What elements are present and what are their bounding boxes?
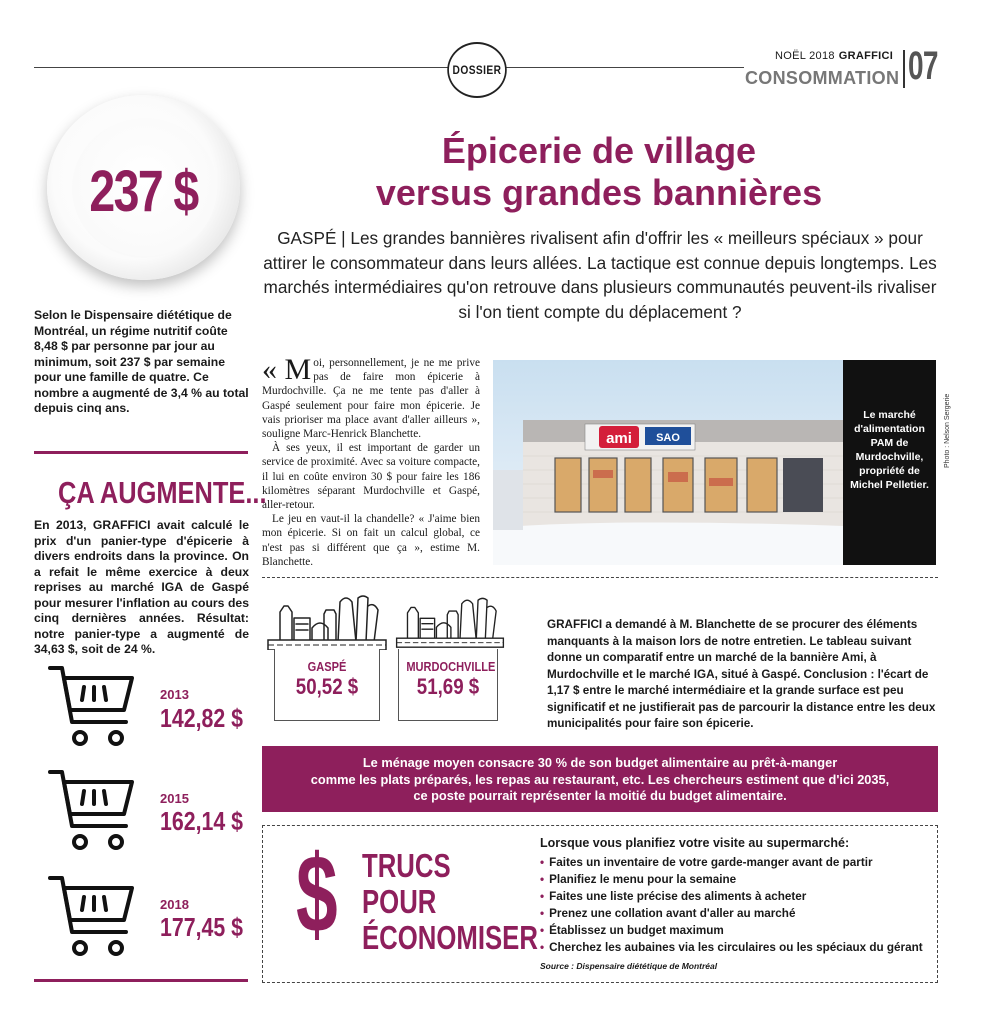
article-paragraph: Le jeu en vaut-il la chandelle? « J'aime bien mon épicerie. Si on fait un calcul global, ce n'est pas si différent que ça », estime M. Blanchette. xyxy=(262,513,480,568)
tips-heading xyxy=(362,848,538,956)
sidebar-heading: ÇA AUGMENTE... xyxy=(58,475,267,510)
cart-icon xyxy=(46,766,138,854)
cart-price: 177,45 $ xyxy=(160,912,243,942)
tips-source: Source : Dispensaire diététique de Montréal xyxy=(540,961,718,971)
cart-year: 2013 xyxy=(160,687,189,702)
header-separator xyxy=(903,50,905,88)
dollar-icon: $ xyxy=(296,833,338,956)
bag-city: GASPÉ xyxy=(307,659,347,674)
cart-icon xyxy=(46,662,138,750)
cart-price: 162,14 $ xyxy=(160,806,243,836)
issue-date: NOËL 2018 xyxy=(775,50,835,62)
article-paragraph-text: oi, personnellement, je ne me prive pas de faire mon épicerie à Murdochville. Ça ne me tente pas d'aller à Gaspé seulement pour faire mon épicerie. Je vais prioriser ma place avant d'aller ailleurs », souligne Marc-Henrick Blanchette. xyxy=(262,357,480,441)
list-item: • Faites un inventaire de votre garde-manger avant de partir xyxy=(540,854,923,871)
grocery-bag-icon xyxy=(264,592,390,650)
list-item: • Établissez un budget maximum xyxy=(540,922,923,939)
tips-title: Lorsque vous planifiez votre visite au supermarché: xyxy=(540,836,850,850)
banner-line: Le ménage moyen consacre 30 % de son budget alimentaire au prêt-à-manger xyxy=(362,755,838,770)
page-number: 07 xyxy=(908,44,938,88)
list-item: • Faites une liste précise des aliments à acheter xyxy=(540,888,923,905)
bag-city: MURDOCHVILLE xyxy=(406,659,496,674)
bag-price: 51,69 $ xyxy=(416,674,480,699)
sidebar-rule-bottom xyxy=(34,979,248,982)
list-item: • Planifiez le menu pour la semaine xyxy=(540,871,923,888)
bag-murdochville xyxy=(398,649,498,721)
bag-gaspe xyxy=(274,649,380,721)
article-title-line1: Épicerie de village xyxy=(441,130,757,171)
header-rule xyxy=(34,67,744,68)
sidebar-rule-top xyxy=(34,451,248,454)
banner-line: comme les plats préparés, les repas au restaurant, etc. Les chercheurs estiment que d'ici 2035, xyxy=(310,771,890,787)
plate-amount: 237 $ xyxy=(89,159,198,224)
tips-heading-line: ÉCONOMISER xyxy=(362,919,538,956)
list-item: • Cherchez les aubaines via les circulaires ou les spéciaux du gérant xyxy=(540,939,923,956)
issue-label xyxy=(775,50,893,62)
banner-line: ce poste pourrait représenter la moitié du budget alimentaire. xyxy=(413,788,787,803)
store-sign-text: ami xyxy=(606,430,632,447)
store-sign2-text: SAO xyxy=(656,432,680,444)
plate-description: Selon le Dispensaire diététique de Montréal, un régime nutritif coûte 8,48 $ par personne par jour au minimum, soit 237 $ par semaine pour une famille de quatre. Ce nombre a augmenté de 3,4 % au total depuis cinq ans. xyxy=(34,308,249,415)
list-item: • Prenez une collation avant d'aller au marché xyxy=(540,905,923,922)
tips-list xyxy=(540,854,923,956)
article-body xyxy=(262,353,480,569)
photo-caption: Le marché d'alimentation PAM de Murdochville, propriété de Michel Pelletier. xyxy=(843,360,936,565)
tips-heading-line: POUR xyxy=(362,883,437,920)
section-divider xyxy=(262,577,938,578)
bag-price: 50,52 $ xyxy=(295,674,359,699)
article-paragraph: À ses yeux, il est important de garder un service de proximité. Avec sa voiture compacte, il lui en coûte environ 30 $ pour faire les 186 kilomètres séparant Murdochville et Gaspé, aller-retour. xyxy=(262,442,480,512)
comparison-text: GRAFFICI a demandé à M. Blanchette de se procurer des éléments manquants à la maison lors de notre entretien. Le tableau suivant donne un comparatif entre un marché de la bannière Ami, à Murdochville et le marché IGA, situé à Gaspé. Conclusion : l'écart de 1,17 $ entre le marché intermédiaire et la grande surface est peu significatif et ne justifierait pas de parcourir la distance entre les deux municipalités pour faire son épicerie. xyxy=(547,618,936,730)
drop-cap: « M xyxy=(262,353,312,386)
cart-price: 142,82 $ xyxy=(160,703,243,733)
cart-year: 2018 xyxy=(160,897,189,912)
article-title-line2: versus grandes bannières xyxy=(375,172,823,213)
tips-heading-line: TRUCS xyxy=(362,847,451,884)
cart-year: 2015 xyxy=(160,791,189,806)
store-photo xyxy=(493,360,843,565)
publication-name: GRAFFICI xyxy=(838,50,894,62)
cart-icon xyxy=(46,872,138,960)
grocery-bag-icon xyxy=(393,592,507,650)
article-lede: GASPÉ | Les grandes bannières rivalisent afin d'offrir les « meilleurs spéciaux » pour attirer le consommateur dans leurs allées. La tactique est connue depuis longtemps. Les marchés intermédiaires qu'on retrouve dans plusieurs communautés peuvent-ils rivaliser si l'on tient compte du déplacement ? xyxy=(263,228,937,322)
sidebar-heading-text: En 2013, GRAFFICI avait calculé le prix d'un panier-type d'épicerie à divers endroits dans la province. On a refait le même exercice à deux reprises au marché IGA de Gaspé pour mesurer l'inflation au cours des cinq dernières années. Résultat: notre panier-type a augmenté de 34,63 $, soit de 24 %. xyxy=(34,518,249,656)
photo-credit: Photo : Nelson Sergerie xyxy=(944,393,951,468)
section-badge: DOSSIER xyxy=(447,42,507,98)
category-label: CONSOMMATION xyxy=(745,68,900,88)
article-paragraph xyxy=(262,353,480,441)
budget-banner xyxy=(262,746,938,812)
